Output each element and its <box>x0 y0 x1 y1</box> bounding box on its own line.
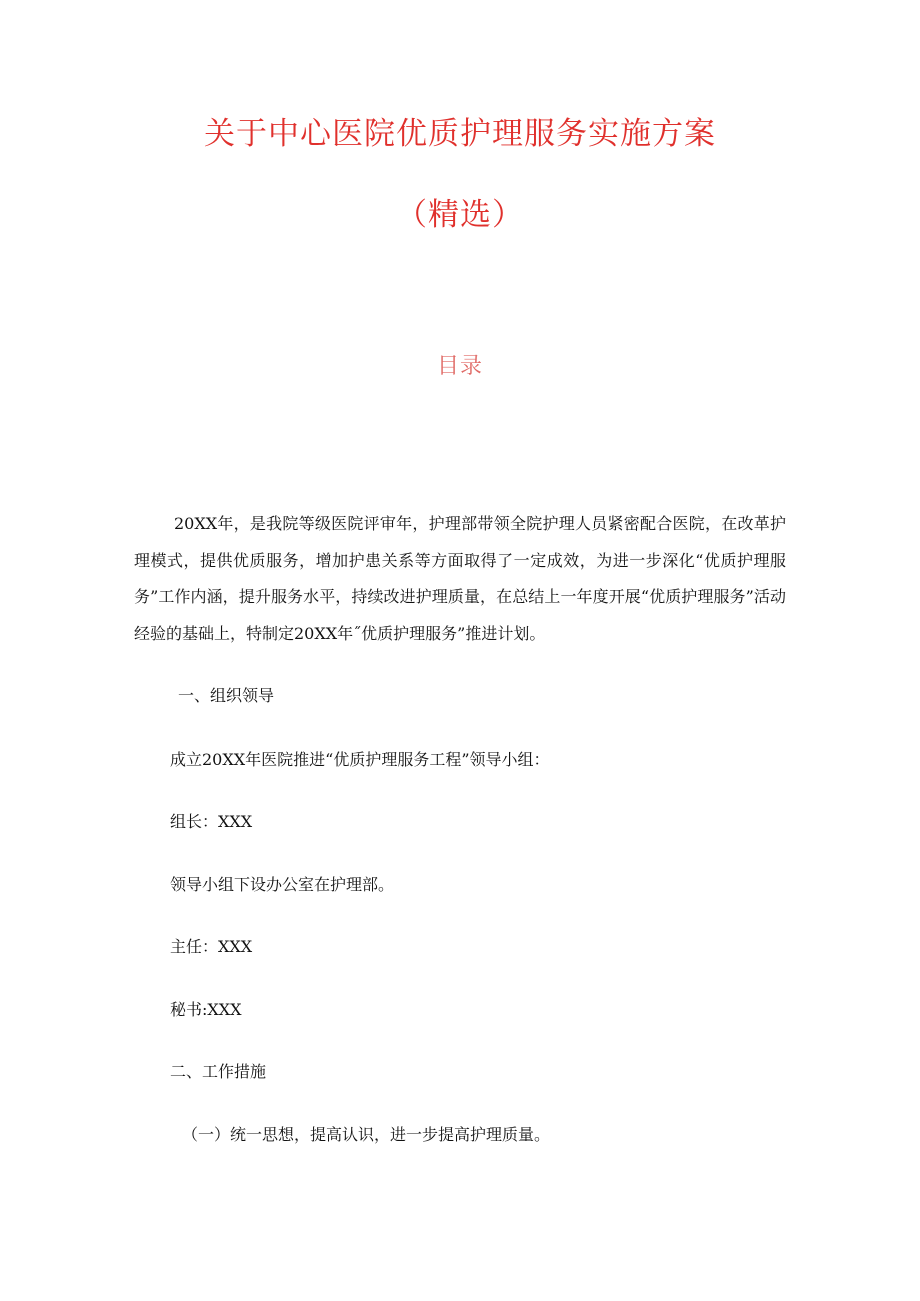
document-title: 关于中心医院优质护理服务实施方案 <box>204 116 716 152</box>
section-heading-organization: 一、组织领导 <box>178 686 275 705</box>
leadership-group-line: 成立20XX年医院推进“优质护理服务工程”领导小组： <box>170 750 550 769</box>
measure-item-1: （一）统一思想，提高认识，进一步提高护理质量。 <box>182 1125 551 1144</box>
director-line: 主任：XXX <box>170 937 253 956</box>
document-subtitle: （精选） <box>396 197 524 233</box>
section-heading-measures: 二、工作措施 <box>170 1062 267 1081</box>
group-leader-line: 组长：XXX <box>170 812 253 831</box>
office-location-line: 领导小组下设办公室在护理部。 <box>170 875 395 894</box>
toc-heading: 目录 <box>436 354 483 379</box>
intro-paragraph: 20XX年，是我院等级医院评审年，护理部带领全院护理人员紧密配合医院，在改革护理模式，提供优质服务，增加护患关系等方面取得了一定成效，为进一步深化“优质护理服务”工作内涵，提升服务水平，持续改进护理质量，在总结上一年度开展“优质护理服务”活动经验的基础上，特制定20XX年˝优质护理服务”推进计划。 <box>134 514 786 643</box>
secretary-line: 秘书:XXX <box>170 1000 242 1019</box>
